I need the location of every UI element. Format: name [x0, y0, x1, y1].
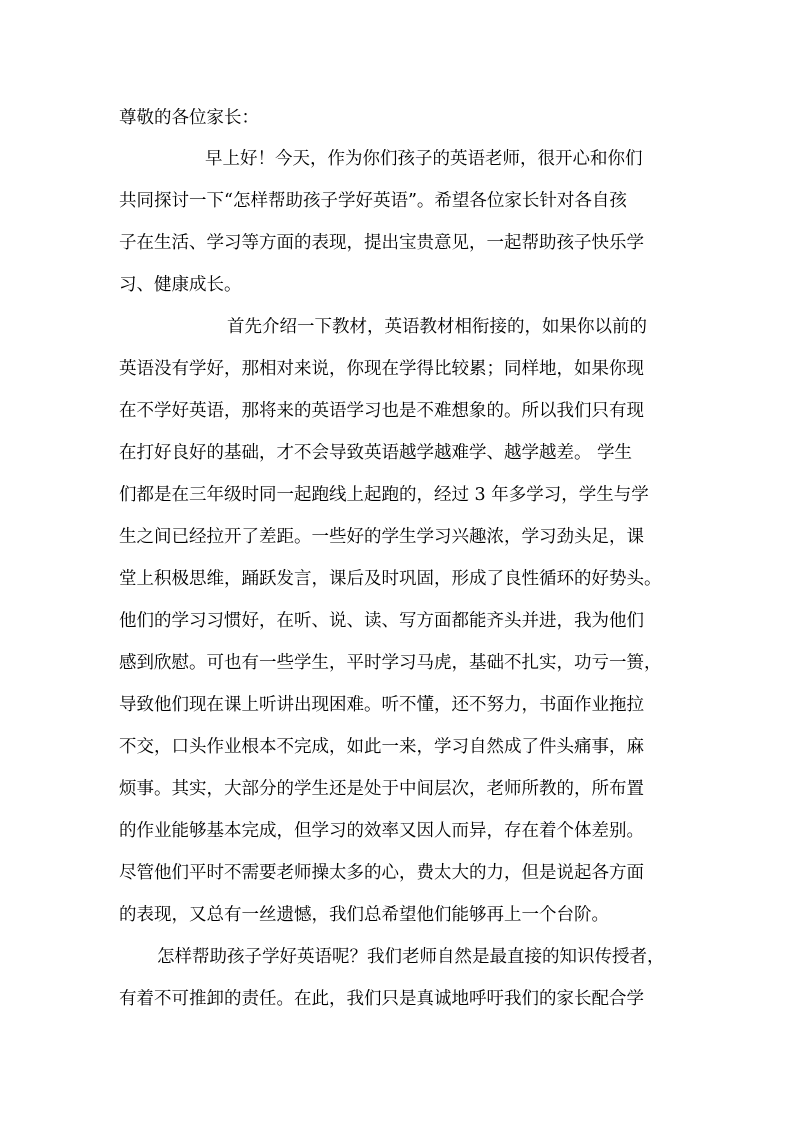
paragraph-1-line-2: 共同探讨一下“怎样帮助孩子学好英语”。希望各位家长针对各自孩 [119, 191, 627, 211]
paragraph-1-line-3: 子在生活、学习等方面的表现，提出宝贵意见，一起帮助孩子快乐学 [119, 233, 644, 253]
paragraph-2-line-4: 在打好良好的基础，才不会导致英语越学越难学、越学越差。 学生 [119, 443, 633, 463]
paragraph-3-line-1: 怎样帮助孩子学好英语呢？我们老师自然是最直接的知识传授者， [157, 947, 665, 967]
paragraph-1-line-4: 习、健康成长。 [119, 275, 242, 295]
paragraph-2-line-14: 尽管他们平时不需要老师操太多的心，费太大的力，但是说起各方面 [119, 863, 644, 883]
greeting-line: 尊敬的各位家长： [119, 108, 259, 128]
paragraph-2-line-5: 们都是在三年级时同一起跑线上起跑的，经过 3 年多学习，学生与学 [119, 485, 649, 505]
paragraph-2-line-7: 堂上积极思维，踊跃发言，课后及时巩固，形成了良性循环的好势头。 [119, 569, 662, 589]
paragraph-3-line-2: 有着不可推卸的责任。在此，我们只是真诚地呼吁我们的家长配合学 [119, 989, 644, 1009]
paragraph-2-line-11: 不交，口头作业根本不完成，如此一来，学习自然成了件头痛事，麻 [119, 737, 644, 757]
paragraph-2-line-2: 英语没有学好，那相对来说，你现在学得比较累；同样地，如果你现 [119, 359, 644, 379]
paragraph-2-line-9: 感到欣慰。可也有一些学生，平时学习马虎，基础不扎实，功亏一篑， [119, 653, 662, 673]
paragraph-1-line-1: 早上好！今天，作为你们孩子的英语老师，很开心和你们 [205, 149, 643, 169]
paragraph-2-line-13: 的作业能够基本完成，但学习的效率又因人而异，存在着个体差别。 [119, 821, 644, 841]
paragraph-2-line-15: 的表现，又总有一丝遗憾，我们总希望他们能够再上一个台阶。 [119, 905, 609, 925]
paragraph-2-line-12: 烦事。其实，大部分的学生还是处于中间层次，老师所教的，所布置 [119, 779, 644, 799]
paragraph-2-line-6: 生之间已经拉开了差距。一些好的学生学习兴趣浓，学习劲头足，课 [119, 527, 644, 547]
paragraph-2-line-1: 首先介绍一下教材，英语教材相衔接的，如果你以前的 [227, 317, 647, 337]
paragraph-2-line-10: 导致他们现在课上听讲出现困难。听不懂，还不努力，书面作业拖拉 [119, 695, 644, 715]
paragraph-2-line-3: 在不学好英语，那将来的英语学习也是不难想象的。所以我们只有现 [119, 401, 644, 421]
paragraph-2-line-8: 他们的学习习惯好，在听、说、读、写方面都能齐头并进，我为他们 [119, 611, 644, 631]
